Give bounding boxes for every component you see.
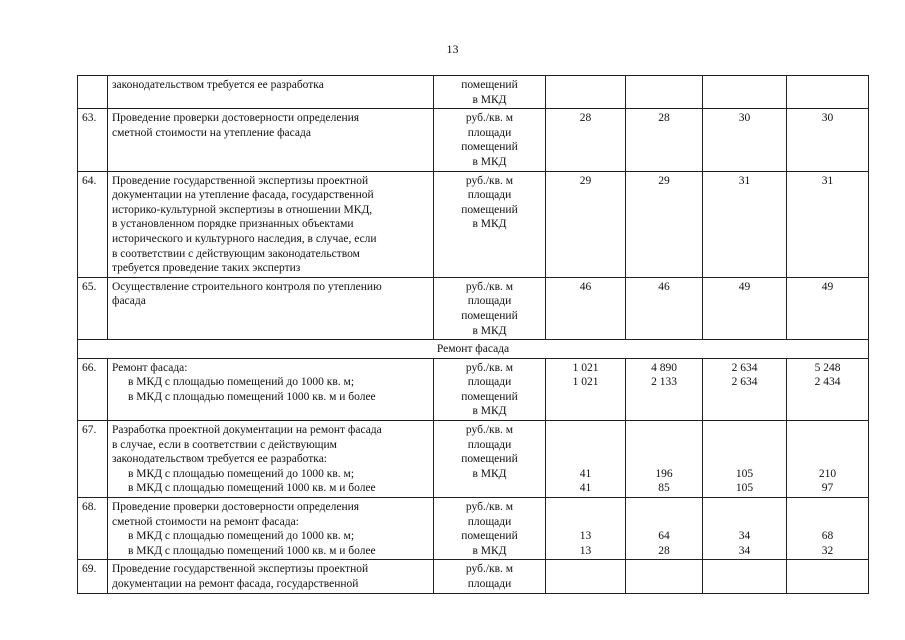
value-line: 68 bbox=[821, 530, 834, 543]
text-line: исторического и культурного наследия, в случае, если bbox=[112, 232, 377, 245]
value-line: 34 bbox=[738, 544, 751, 557]
row-number-cell: 64. bbox=[78, 171, 108, 277]
value-cell: 49 bbox=[703, 277, 787, 339]
description-cell bbox=[108, 358, 434, 420]
text-line: в установленном порядке признанных объектами bbox=[112, 218, 354, 231]
row-number-cell bbox=[78, 76, 108, 109]
text-line: Проведение проверки достоверности определения bbox=[112, 112, 360, 125]
row-number-cell: 69. bbox=[78, 560, 108, 593]
text-line: Проведение государственной экспертизы проектной bbox=[112, 563, 369, 576]
value-cell bbox=[626, 498, 703, 560]
row-number-cell: 65. bbox=[78, 277, 108, 339]
text-line: в МКД с площадью помещений 1000 кв. м и более bbox=[128, 390, 376, 403]
value-line: 41 bbox=[579, 482, 592, 495]
value-cell bbox=[626, 358, 703, 420]
text-line: площади bbox=[467, 515, 512, 528]
text-line: площади bbox=[467, 578, 512, 590]
text-line: в МКД с площадью помещений до 1000 кв. м; bbox=[128, 376, 355, 389]
value-cell bbox=[546, 76, 626, 109]
page-number: 13 bbox=[446, 42, 459, 56]
value-cell bbox=[703, 421, 787, 498]
text-line: законодательством требуется ее разработка: bbox=[112, 453, 328, 466]
value-cell bbox=[546, 421, 626, 498]
text-line: в соответствии с действующим законодательством bbox=[112, 247, 360, 260]
value-line: 2 434 bbox=[814, 376, 841, 389]
value-line: 2 634 bbox=[731, 376, 758, 389]
unit-cell bbox=[434, 277, 546, 339]
value-line: 28 bbox=[658, 544, 670, 557]
value-line: 2 634 bbox=[731, 361, 758, 374]
text-line: площади bbox=[467, 189, 512, 202]
table-row bbox=[78, 498, 869, 560]
unit-cell bbox=[434, 358, 546, 420]
description-cell bbox=[108, 421, 434, 498]
text-line: помещений bbox=[461, 141, 518, 154]
value-line: 105 bbox=[735, 467, 754, 480]
table-row bbox=[78, 109, 869, 171]
value-line: 4 890 bbox=[651, 361, 677, 374]
section-row bbox=[78, 340, 869, 359]
value-cell: 46 bbox=[626, 277, 703, 339]
value-line: 64 bbox=[658, 530, 670, 543]
text-line: в МКД с площадью помещений до 1000 кв. м; bbox=[128, 530, 355, 543]
value-line: 32 bbox=[821, 544, 834, 557]
value-cell: 49 bbox=[787, 277, 869, 339]
text-line: Ремонт фасада: bbox=[112, 361, 188, 374]
table-row bbox=[78, 560, 869, 593]
value-cell: 31 bbox=[703, 171, 787, 277]
text-line: в МКД bbox=[472, 93, 507, 106]
value-cell bbox=[787, 498, 869, 560]
text-line: руб./кв. м bbox=[465, 361, 514, 374]
text-line: помещений bbox=[461, 453, 518, 466]
value-line: 1 021 bbox=[572, 361, 599, 374]
description-cell bbox=[108, 109, 434, 171]
table-row bbox=[78, 171, 869, 277]
value-cell: 46 bbox=[546, 277, 626, 339]
value-cell: 28 bbox=[546, 109, 626, 171]
text-line: в МКД bbox=[472, 467, 507, 480]
value-line: 2 133 bbox=[651, 376, 677, 389]
value-cell bbox=[787, 76, 869, 109]
unit-cell bbox=[434, 421, 546, 498]
text-line: площади bbox=[467, 126, 512, 139]
value-cell: 28 bbox=[626, 109, 703, 171]
value-line: 5 248 bbox=[814, 361, 841, 374]
value-cell bbox=[626, 560, 703, 593]
text-line: сметной стоимости на утепление фасада bbox=[112, 126, 311, 139]
text-line: руб./кв. м bbox=[465, 563, 514, 576]
text-line: руб./кв. м bbox=[465, 112, 514, 125]
text-line: Проведение государственной экспертизы проектной bbox=[112, 174, 369, 187]
value-cell bbox=[703, 76, 787, 109]
text-line: площади bbox=[467, 438, 512, 451]
text-line: в МКД с площадью помещений до 1000 кв. м; bbox=[128, 467, 355, 480]
text-line: руб./кв. м bbox=[465, 280, 514, 293]
value-line: 85 bbox=[658, 482, 670, 495]
value-cell bbox=[703, 358, 787, 420]
text-line: Разработка проектной документации на ремонт фасада bbox=[112, 424, 382, 437]
value-cell bbox=[546, 358, 626, 420]
value-cell: 29 bbox=[626, 171, 703, 277]
table-row bbox=[78, 358, 869, 420]
text-line: помещений bbox=[461, 309, 518, 322]
text-line: площади bbox=[467, 376, 512, 389]
value-cell: 30 bbox=[787, 109, 869, 171]
value-cell bbox=[626, 76, 703, 109]
row-number-cell: 66. bbox=[78, 358, 108, 420]
unit-cell bbox=[434, 76, 546, 109]
text-line: в МКД с площадью помещений 1000 кв. м и более bbox=[128, 482, 376, 495]
text-line: в случае, если в соответствии с действующим bbox=[112, 438, 337, 451]
unit-cell bbox=[434, 109, 546, 171]
value-line: 41 bbox=[579, 467, 592, 480]
table-row bbox=[78, 421, 869, 498]
table-row-carry bbox=[78, 76, 869, 109]
value-cell bbox=[703, 560, 787, 593]
text-line: площади bbox=[467, 295, 512, 308]
value-line: 97 bbox=[821, 482, 834, 495]
text-line: сметной стоимости на ремонт фасада: bbox=[112, 515, 299, 528]
text-line: в МКД bbox=[472, 218, 507, 231]
value-line: 13 bbox=[579, 530, 592, 543]
value-cell bbox=[787, 560, 869, 593]
row-number-cell: 67. bbox=[78, 421, 108, 498]
value-cell bbox=[787, 358, 869, 420]
text-line: Проведение проверки достоверности определения bbox=[112, 501, 360, 514]
value-line: 105 bbox=[735, 482, 754, 495]
value-cell bbox=[546, 498, 626, 560]
value-cell: 30 bbox=[703, 109, 787, 171]
row-number-cell: 63. bbox=[78, 109, 108, 171]
value-cell bbox=[546, 560, 626, 593]
text-line: в МКД bbox=[472, 155, 507, 168]
text-line: Осуществление строительного контроля по утеплению bbox=[112, 280, 382, 293]
value-cell bbox=[787, 421, 869, 498]
description-cell bbox=[108, 277, 434, 339]
text-line: историко-культурной экспертизы в отношении МКД, bbox=[112, 203, 373, 216]
text-line: фасада bbox=[112, 295, 146, 308]
text-line: руб./кв. м bbox=[465, 501, 514, 514]
unit-cell bbox=[434, 171, 546, 277]
text-line: требуется проведение таких экспертиз bbox=[112, 262, 301, 275]
text-line: в МКД bbox=[472, 405, 507, 418]
row-number-cell: 68. bbox=[78, 498, 108, 560]
text-line: документации на ремонт фасада, государственной bbox=[112, 578, 359, 590]
section-title: Ремонт фасада bbox=[78, 340, 869, 359]
value-line: 13 bbox=[579, 544, 592, 557]
text-line: руб./кв. м bbox=[465, 424, 514, 437]
text-line: в МКД bbox=[472, 324, 507, 337]
text-line: документации на утепление фасада, государственной bbox=[112, 189, 374, 202]
text-line: в МКД bbox=[472, 544, 507, 557]
description-cell bbox=[108, 498, 434, 560]
value-line: 1 021 bbox=[572, 376, 599, 389]
description-cell bbox=[108, 76, 434, 109]
description-cell bbox=[108, 171, 434, 277]
table-row bbox=[78, 277, 869, 339]
value-cell bbox=[626, 421, 703, 498]
text-line: помещений bbox=[461, 203, 518, 216]
value-line: 196 bbox=[655, 467, 673, 480]
description-cell bbox=[108, 560, 434, 593]
value-line: 210 bbox=[818, 467, 837, 480]
value-cell: 29 bbox=[546, 171, 626, 277]
text-line: законодательством требуется ее разработка bbox=[112, 79, 324, 91]
unit-cell bbox=[434, 560, 546, 593]
unit-cell bbox=[434, 498, 546, 560]
text-line: в МКД с площадью помещений 1000 кв. м и более bbox=[128, 544, 376, 557]
value-cell bbox=[703, 498, 787, 560]
value-cell: 31 bbox=[787, 171, 869, 277]
text-line: руб./кв. м bbox=[465, 174, 514, 187]
text-line: помещений bbox=[461, 79, 518, 91]
tariff-table bbox=[77, 75, 869, 594]
text-line: помещений bbox=[461, 530, 518, 543]
text-line: помещений bbox=[461, 390, 518, 403]
value-line: 34 bbox=[738, 530, 751, 543]
